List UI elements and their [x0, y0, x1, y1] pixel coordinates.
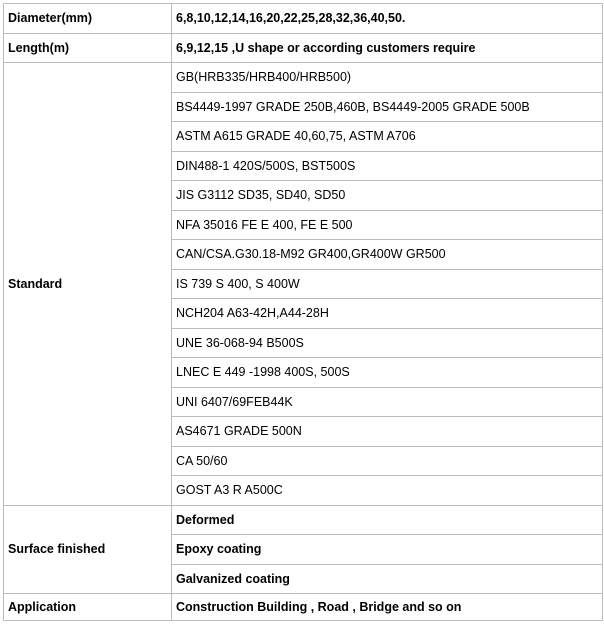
surface-label: Surface finished — [4, 505, 172, 594]
application-label: Application — [4, 594, 172, 621]
surface-row — [4, 505, 603, 535]
diameter-row — [4, 4, 603, 34]
standard-value: NFA 35016 FE E 400, FE E 500 — [172, 210, 603, 240]
standard-value: CAN/CSA.G30.18-M92 GR400,GR400W GR500 — [172, 240, 603, 270]
application-value: Construction Building , Road , Bridge and so on — [172, 594, 603, 621]
standard-value: ASTM A615 GRADE 40,60,75, ASTM A706 — [172, 122, 603, 152]
standard-row — [4, 63, 603, 93]
surface-value: Deformed — [172, 505, 603, 535]
diameter-value: 6,8,10,12,14,16,20,22,25,28,32,36,40,50. — [172, 4, 603, 34]
surface-value: Epoxy coating — [172, 535, 603, 565]
standard-value: UNE 36-068-94 B500S — [172, 328, 603, 358]
standard-value: CA 50/60 — [172, 446, 603, 476]
standard-value: AS4671 GRADE 500N — [172, 417, 603, 447]
length-value: 6,9,12,15 ,U shape or according customers require — [172, 33, 603, 63]
standard-value: JIS G3112 SD35, SD40, SD50 — [172, 181, 603, 211]
standard-value: DIN488-1 420S/500S, BST500S — [172, 151, 603, 181]
specification-table — [3, 3, 603, 621]
surface-value: Galvanized coating — [172, 564, 603, 594]
standard-label: Standard — [4, 63, 172, 506]
standard-value: UNI 6407/69FEB44K — [172, 387, 603, 417]
diameter-label: Diameter(mm) — [4, 4, 172, 34]
length-row — [4, 33, 603, 63]
length-label: Length(m) — [4, 33, 172, 63]
standard-value: GOST A3 R A500C — [172, 476, 603, 506]
application-row — [4, 594, 603, 621]
standard-value: IS 739 S 400, S 400W — [172, 269, 603, 299]
standard-value: NCH204 A63-42H,A44-28H — [172, 299, 603, 329]
standard-value: GB(HRB335/HRB400/HRB500) — [172, 63, 603, 93]
standard-value: LNEC E 449 -1998 400S, 500S — [172, 358, 603, 388]
standard-value: BS4449-1997 GRADE 250B,460B, BS4449-2005 GRADE 500B — [172, 92, 603, 122]
